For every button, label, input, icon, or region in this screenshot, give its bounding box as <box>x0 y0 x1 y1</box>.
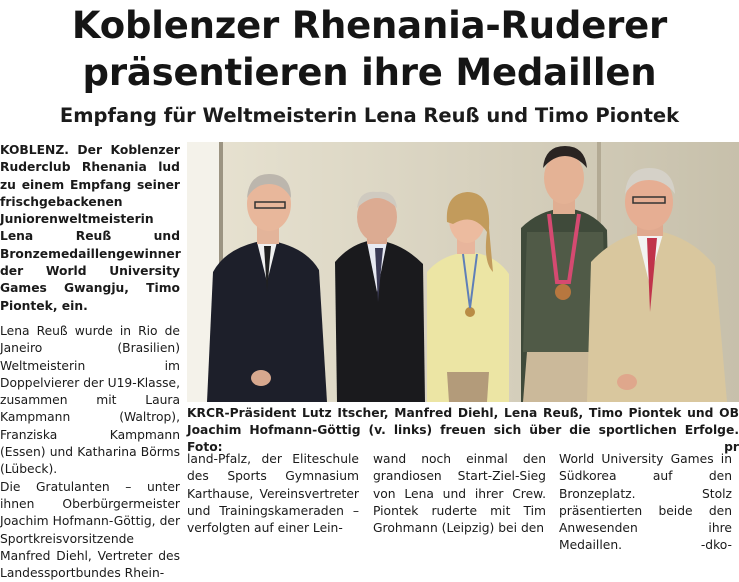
headline-line-2: präsentieren ihre Medaillen <box>82 51 657 94</box>
article-lead: KOBLENZ. Der Koblenzer Ruderclub Rhenania lud zu einem Empfang seiner frischgebackenen Juniorenweltmeisterin Lena Reuß und Bronzemedaillengewinner der World University Games Gwangju, Timo Piontek, ein. <box>0 143 181 313</box>
photo-caption <box>187 405 739 456</box>
article-column-4 <box>559 451 732 560</box>
photo-credit: Foto: pr <box>187 440 739 454</box>
article-column-4-body: World University Games in Südkorea auf den Bronzeplatz. Stolz präsentierten beide den Anwesenden ihre Medaillen. <box>559 452 732 553</box>
team-photo-image <box>187 142 739 402</box>
subheadline: Empfang für Weltmeisterin Lena Reuß und Timo Piontek <box>59 104 680 127</box>
article-paragraph-1: Lena Reuß wurde in Rio de Janeiro (Brasilien) Weltmeisterin im Doppelvierer der U19-Klasse, zusammen mit Laura Kampmann (Waltrop), Franziska Kampmann (Essen) und Katharina Börms (Lübeck). <box>0 323 180 477</box>
article-column-4-text <box>559 451 732 555</box>
photo-caption-text: KRCR-Präsident Lutz Itscher, Manfred Diehl, Lena Reuß, Timo Piontek und OB Joachim Hofmann-Göttig (v. links) freuen sich über die sportlichen Erfolge. <box>187 406 739 437</box>
article-column-2-text: land-Pfalz, der Eliteschule des Sports Gymnasium Karthause, Vereinsvertreter und Trainingskameraden – verfolgten auf einer Lein- <box>187 452 359 536</box>
article-column-3-text: wand noch einmal den grandiosen Start-Ziel-Sieg von Lena und ihrer Crew. Piontek ruderte mit Tim Grohmann (Leipzig) bei den <box>373 452 546 536</box>
author-signature: -dko- <box>700 538 732 553</box>
headline-line-1: Koblenzer Rhenania-Ruderer <box>71 4 668 47</box>
headline <box>0 2 739 96</box>
article-column-1 <box>0 142 181 581</box>
team-photo <box>187 142 739 402</box>
article-column-2 <box>187 451 359 560</box>
article-paragraph-2: Die Gratulanten – unter ihnen Oberbürgermeister Joachim Hofmann-Göttig, der Sportkreisvorsitzende Manfred Diehl, Vertreter des Landessportbundes Rhein- <box>0 479 180 581</box>
article-column-3 <box>373 451 546 560</box>
